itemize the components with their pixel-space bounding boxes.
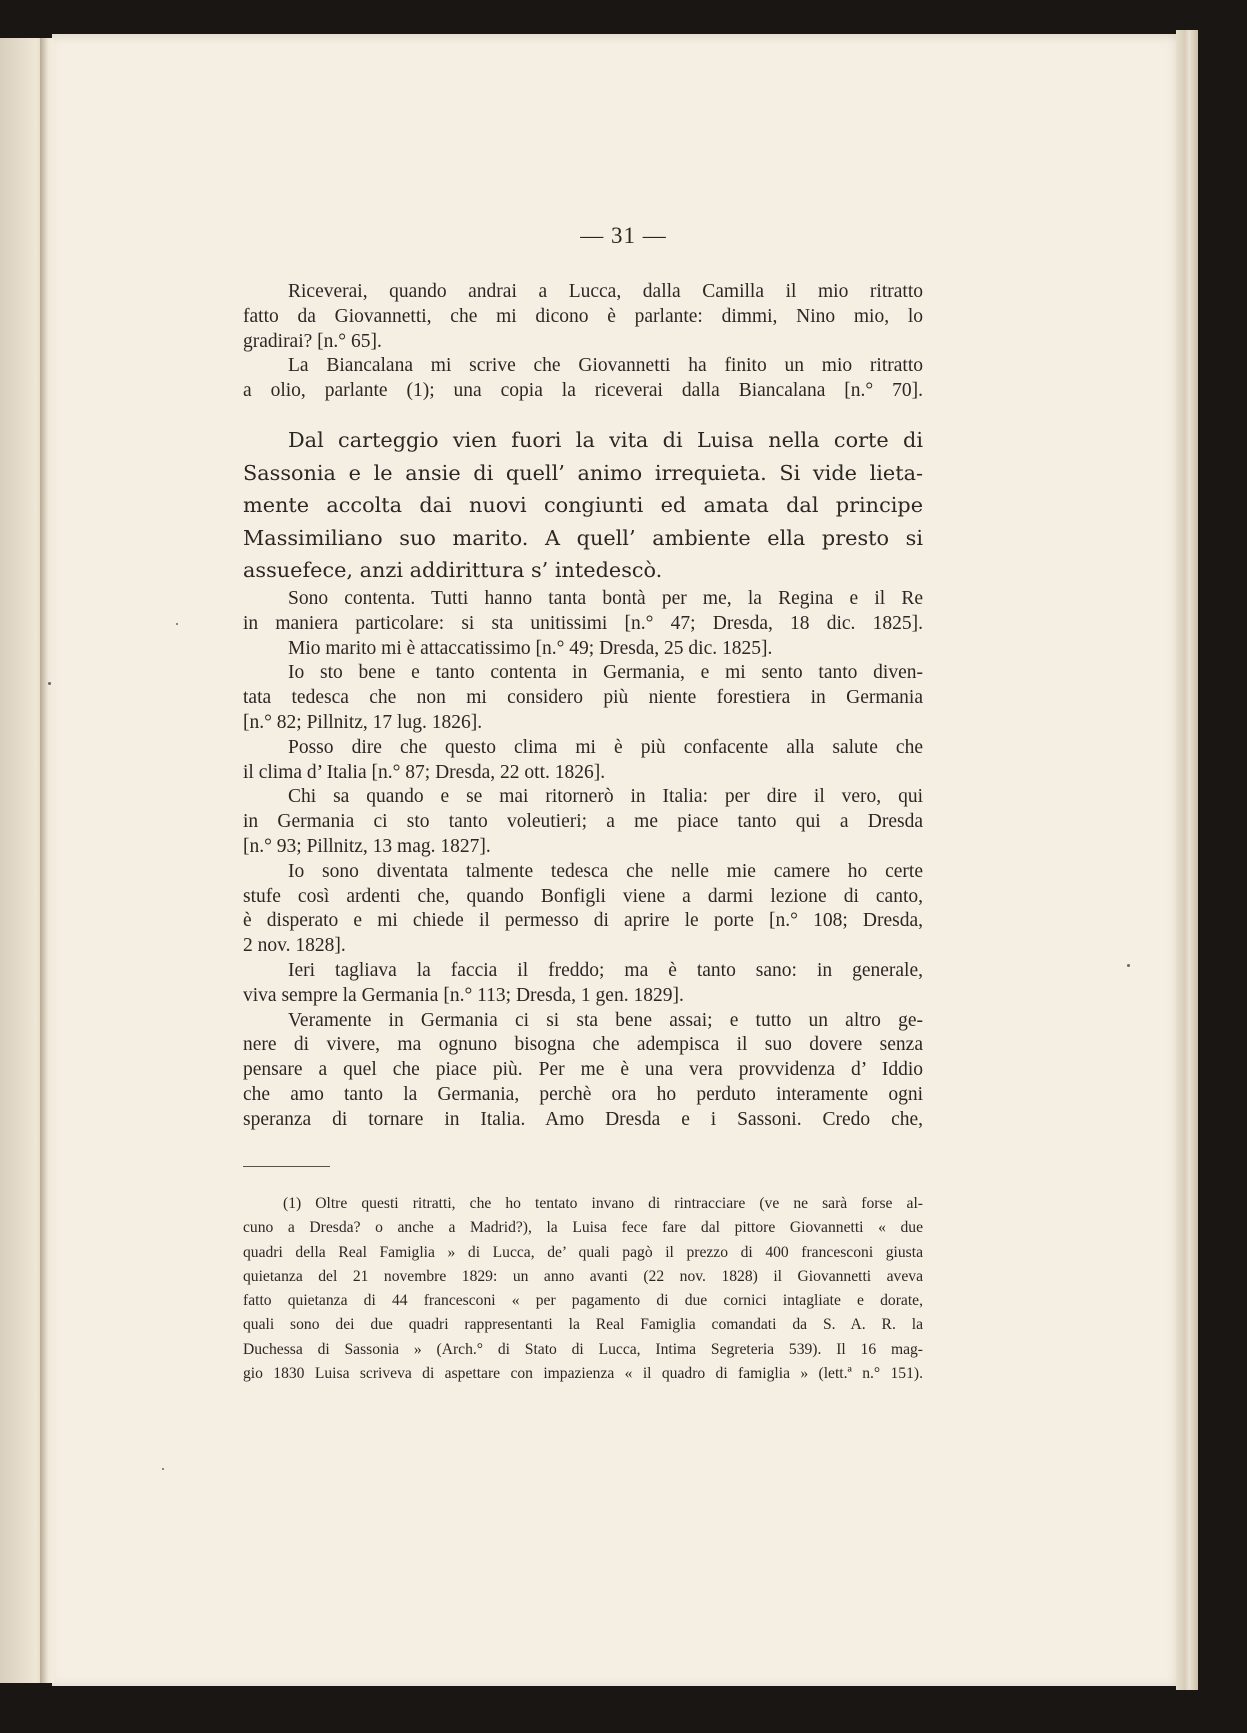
text-line: tata tedesca che non mi considero più niente forestiera in Germania: [243, 687, 923, 709]
footnote-line: gio 1830 Luisa scriveva di aspettare con impazienza « il quadro di famiglia » (lett.ª n.° 151).: [243, 1365, 923, 1383]
footnote-rule: [243, 1166, 330, 1167]
text-line: La Biancalana mi scrive che Giovannetti ha finito un mio ritratto: [288, 355, 923, 377]
text-line: Sassonia e le ansie di quell’ animo irrequieta. Si vide lieta-: [243, 460, 923, 485]
footnote-line: fatto quietanza di 44 francesconi « per pagamento di due cornici intagliate e dorate,: [243, 1292, 923, 1310]
text-line: [n.° 93; Pillnitz, 13 mag. 1827].: [243, 835, 491, 857]
text-line: Io sono diventata talmente tedesca che nelle mie camere ho certe: [288, 860, 923, 882]
text-line: Riceverai, quando andrai a Lucca, dalla Camilla il mio ritratto: [288, 281, 923, 302]
paper-speck: [48, 682, 51, 685]
text-line: il clima d’ Italia [n.° 87; Dresda, 22 ott. 1826].: [243, 761, 606, 783]
text-line: gradirai? [n.° 65].: [243, 330, 382, 352]
text-line: Io sto bene e tanto contenta in Germania, e mi sento tanto diven-: [288, 662, 923, 684]
text-line: in Germania ci sto tanto voleutieri; a me piace tanto qui a Dresda: [243, 811, 923, 833]
text-line: stufe così ardenti che, quando Bonfigli viene a darmi lezione di canto,: [243, 885, 923, 907]
text-line: pensare a quel che piace più. Per me è una vera provvidenza d’ Iddio: [243, 1059, 923, 1081]
text-line: viva sempre la Germania [n.° 113; Dresda, 1 gen. 1829].: [243, 984, 684, 1006]
footnote-line: quadri della Real Famiglia » di Lucca, de’ quali pagò il prezzo di 400 francesconi giusta: [243, 1243, 923, 1261]
footnote-line: quali sono dei due quadri rappresentanti la Real Famiglia comandati da S. A. R. la: [243, 1316, 923, 1334]
footnote-line: Duchessa di Sassonia » (Arch.° di Stato di Lucca, Intima Segreteria 539). Il 16 mag-: [243, 1340, 923, 1358]
paper-speck: [162, 1468, 164, 1470]
text-line: nere di vivere, ma ognuno bisogna che adempisca il suo dovere senza: [243, 1034, 923, 1056]
text-line: Veramente in Germania ci si sta bene assai; e tutto un altro ge-: [288, 1009, 923, 1031]
narrative-paragraph: [243, 424, 923, 587]
quote-block-2: [243, 587, 923, 1133]
page-number: — 31 —: [580, 223, 667, 248]
text-line: speranza di tornare in Italia. Amo Dresda e i Sassoni. Credo che,: [243, 1108, 923, 1130]
text-line: [n.° 82; Pillnitz, 17 lug. 1826].: [243, 711, 483, 733]
text-line: fatto da Giovannetti, che mi dicono è parlante: dimmi, Nino mio, lo: [243, 305, 923, 327]
text-line: Sono contenta. Tutti hanno tanta bontà per me, la Regina e il Re: [288, 588, 923, 609]
book-gutter: [40, 38, 54, 1683]
footnote: [243, 1192, 923, 1386]
text-line: Mio marito mi è attaccatissimo [n.° 49; Dresda, 25 dic. 1825].: [288, 637, 773, 659]
footnote-line: (1) Oltre questi ritratti, che ho tentato invano di rintracciare (ve ne sarà forse al-: [283, 1195, 923, 1212]
text-line: Chi sa quando e se mai ritornerò in Italia: per dire il vero, qui: [288, 786, 923, 808]
paper-speck: [176, 623, 178, 625]
text-line: a olio, parlante (1); una copia la riceverai dalla Biancalana [n.° 70].: [243, 380, 923, 402]
paper-speck: [1127, 964, 1130, 967]
text-line: Ieri tagliava la faccia il freddo; ma è tanto sano: in generale,: [288, 959, 923, 981]
footnote-line: quietanza del 21 novembre 1829: un anno avanti (22 nov. 1828) il Giovannetti aveva: [243, 1267, 923, 1285]
text-line: è disperato e mi chiede il permesso di aprire le porte [n.° 108; Dresda,: [243, 910, 923, 932]
quote-block-1: [243, 280, 923, 404]
text-line: Dal carteggio vien fuori la vita di Luisa nella corte di: [288, 428, 923, 452]
text-line: Massimiliano suo marito. A quell’ ambiente ella presto si: [243, 525, 923, 550]
text-line: mente accolta dai nuovi congiunti ed amata dal principe: [243, 493, 923, 517]
text-line: 2 nov. 1828].: [243, 935, 346, 957]
text-line: Posso dire che questo clima mi è più confacente alla salute che: [288, 736, 923, 758]
text-line: che amo tanto la Germania, perchè ora ho perduto interamente ogni: [243, 1083, 923, 1105]
text-line: in maniera particolare: si sta unitissimi [n.° 47; Dresda, 18 dic. 1825].: [243, 612, 923, 634]
text-line: assuefece, anzi addirittura s’ intedescò.: [243, 558, 663, 582]
footnote-line: cuno a Dresda? o anche a Madrid?), la Luisa fece fare dal pittore Giovannetti « due: [243, 1219, 923, 1237]
page-stack-edge: [1176, 30, 1198, 1690]
